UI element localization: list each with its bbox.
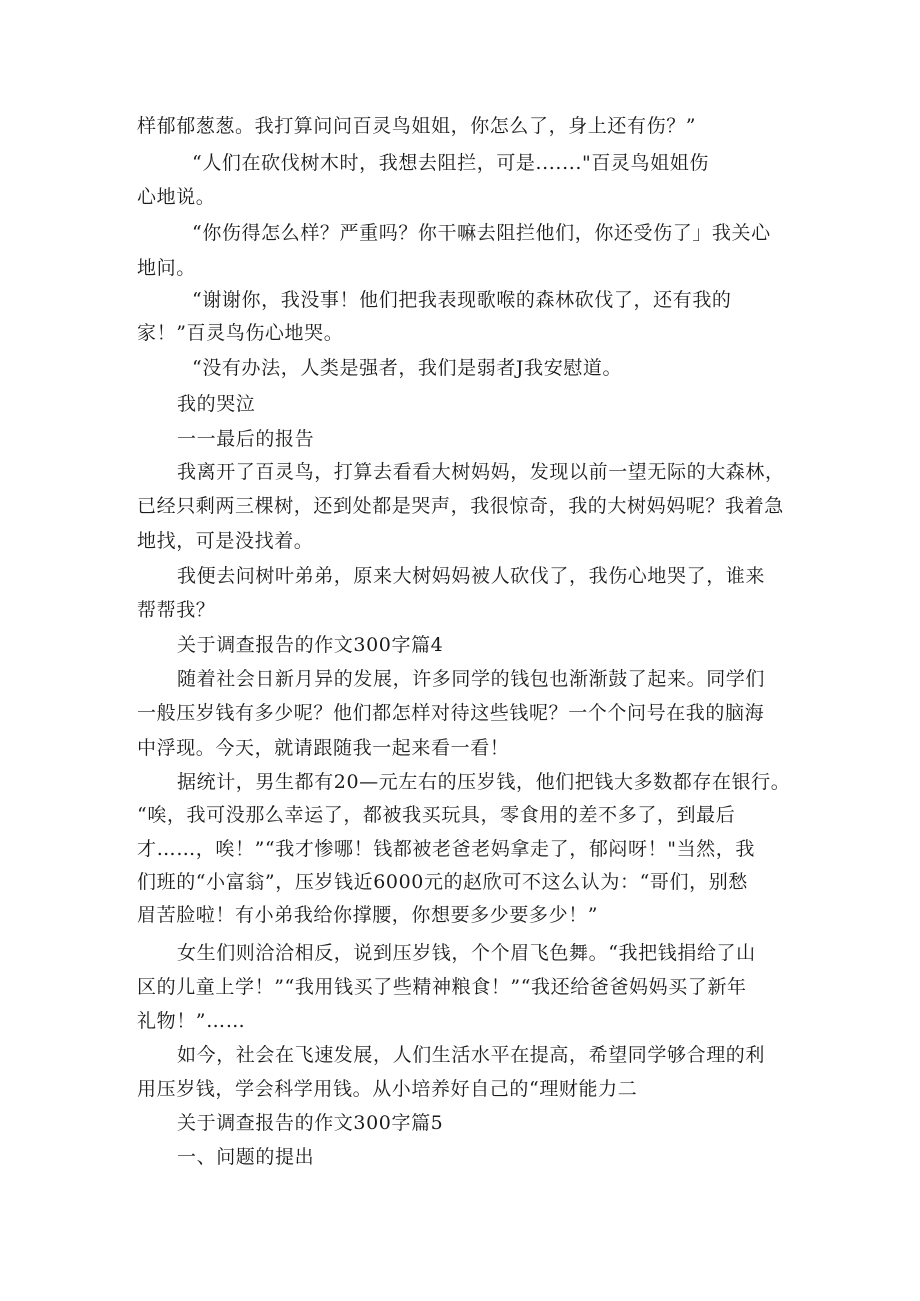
text-line: 据统计，男生都有20—元左右的压岁钱，他们把钱大多数都存在银行。 bbox=[177, 771, 791, 793]
text-line: 我便去问树叶弟弟，原来大树妈妈被人砍伐了，我伤心地哭了，谁来 bbox=[177, 565, 766, 587]
section-heading: 关于调查报告的作文300字篇4 bbox=[177, 634, 444, 656]
text-line: 帮帮我？ bbox=[137, 599, 216, 621]
text-line: 家！”百灵鸟伤心地哭。 bbox=[137, 322, 344, 344]
section-heading: 关于调查报告的作文300字篇5 bbox=[177, 1112, 444, 1134]
text-line: 女生们则洽洽相反，说到压岁钱，个个眉飞色舞。“我把钱捐给了山 bbox=[177, 942, 756, 964]
text-line: “谢谢你，我没事！他们把我表现歌喉的森林砍伐了，还有我的 bbox=[192, 289, 732, 311]
text-line: “人们在砍伐树木时，我想去阻拦，可是......."百灵鸟姐姐伤 bbox=[192, 152, 709, 174]
text-line: “你伤得怎么样？严重吗？你干嘛去阻拦他们，你还受伤了」我关心 bbox=[192, 222, 771, 244]
text-line: 随着社会日新月异的发展，许多同学的钱包也渐渐鼓了起来。同学们 bbox=[177, 668, 766, 690]
text-line: 心地说。 bbox=[137, 186, 216, 208]
section-subheading: 一、问题的提出 bbox=[177, 1146, 315, 1168]
text-line: 才……，唉！”“我才惨哪！钱都被老爸老妈拿走了，郁闷呀！"当然，我 bbox=[137, 838, 755, 860]
text-line: 地找，可是没找着。 bbox=[137, 530, 314, 552]
text-line: 如今，社会在飞速发展，人们生活水平在提高，希望同学够合理的利 bbox=[177, 1044, 766, 1066]
text-line: 中浮现。今天，就请跟随我一起来看一看！ bbox=[137, 737, 510, 759]
section-heading: 我的哭泣 bbox=[177, 393, 256, 415]
text-line: “唉，我可没那么幸运了，都被我买玩具，零食用的差不多了，到最后 bbox=[137, 804, 736, 826]
section-subheading: 一一最后的报告 bbox=[177, 428, 315, 450]
text-line: 地问。 bbox=[137, 257, 196, 279]
text-line: 眉苦脸啦！有小弟我给你撑腰，你想要多少要多少！” bbox=[137, 904, 599, 926]
text-line: 区的儿童上学！”“我用钱买了些精神粮食！”“我还给爸爸妈妈买了新年 bbox=[137, 976, 747, 998]
text-line: 们班的“小富翁”，压岁钱近6000元的赵欣可不这么认为：“哥们，别愁 bbox=[137, 871, 748, 893]
text-line: 礼物！”…… bbox=[137, 1010, 246, 1032]
text-line: 样郁郁葱葱。我打算问问百灵鸟姐姐，你怎么了，身上还有伤？” bbox=[137, 115, 697, 137]
text-line: 已经只剩两三棵树，还到处都是哭声，我很惊奇，我的大树妈妈呢？我着急 bbox=[137, 495, 784, 517]
text-line: 一般压岁钱有多少呢？他们都怎样对待这些钱呢？一个个问号在我的脑海 bbox=[137, 702, 765, 724]
text-line: 我离开了百灵鸟，打算去看看大树妈妈，发现以前一望无际的大森林， bbox=[177, 461, 785, 483]
text-line: “没有办法，人类是强者，我们是弱者J我安慰道。 bbox=[192, 357, 623, 379]
text-line: 用压岁钱，学会科学用钱。从小培养好自己的“理财能力二 bbox=[137, 1078, 638, 1100]
